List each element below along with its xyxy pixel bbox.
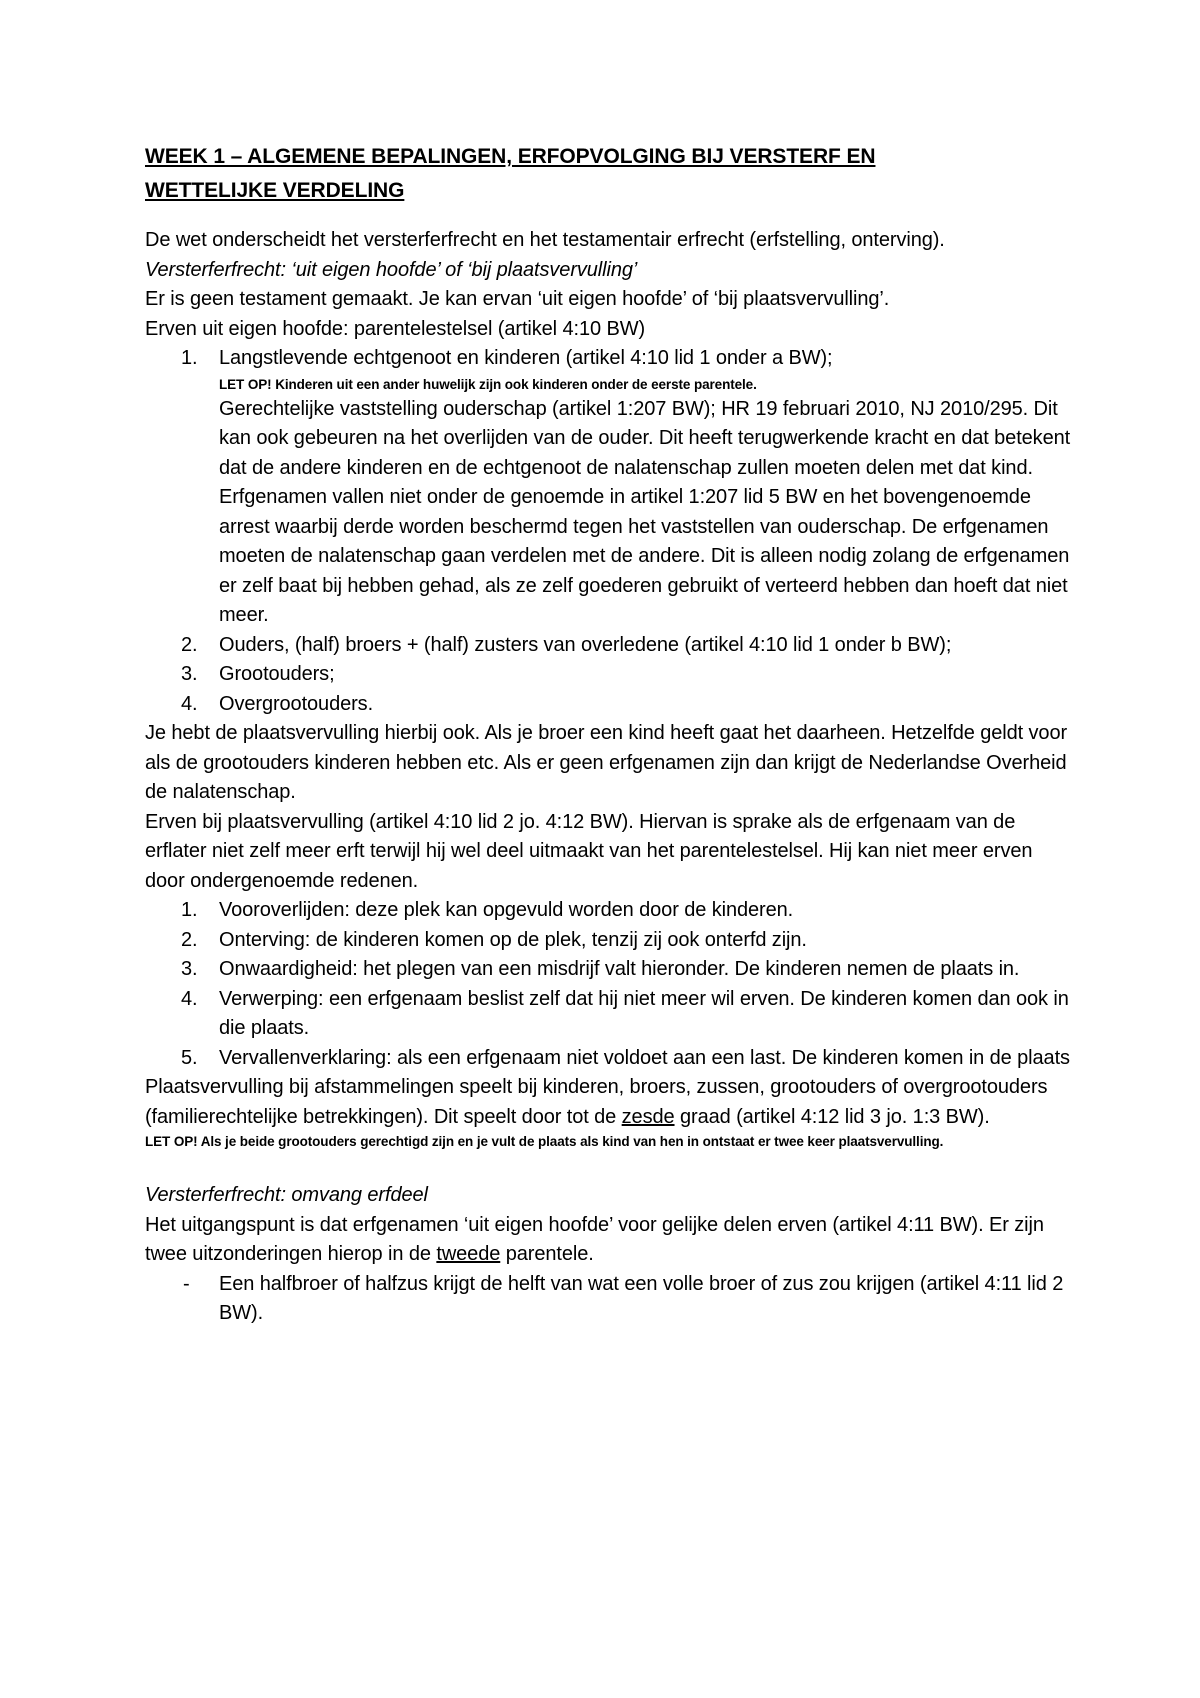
list-item [145,631,1075,661]
underlined-word-tweede: tweede [436,1243,501,1265]
title-line-1: WEEK 1 – ALGEMENE BEPALINGEN, ERFOPVOLGING BIJ VERSTERF EN [145,145,876,168]
section-1-paragraph-3: Je hebt de plaatsvervulling hierbij ook. Als je broer een kind heeft gaat het daarheen. Hetzelfde geldt voor als de grootouders kinderen hebben etc. Als er geen erfgenamen zijn dan krijgt de Nederlandse Overheid de nalatenschap. [145,722,1068,803]
list-item-text: Onwaardigheid: het plegen van een misdrijf valt hieronder. De kinderen nemen de plaats in. [219,958,1020,980]
document-title [145,140,1075,208]
section-spacer [145,1151,1075,1181]
paragraph-5-text-end: graad (artikel 4:12 lid 3 jo. 1:3 BW). [674,1105,990,1128]
section-2-heading: Versterferfrecht: omvang erfdeel [145,1184,428,1206]
section-1-paragraph-1: Er is geen testament gemaakt. Je kan ervan ‘uit eigen hoofde’ of ‘bij plaatsvervulling’. [145,288,890,310]
list-item [145,985,1075,1044]
section-1-heading: Versterferfrecht: ‘uit eigen hoofde’ of ‘bij plaatsvervulling’ [145,258,638,281]
list-item [145,660,1075,690]
list-number: 2. [181,633,198,656]
list-item-text: Vooroverlijden: deze plek kan opgevuld worden door de kinderen. [219,899,794,921]
list-item [145,1270,1075,1329]
document-body [145,140,1075,1329]
title-line-2: WETTELIJKE VERDELING [145,179,405,202]
parentele-list [145,344,1075,719]
list-item-extra: Gerechtelijke vaststelling ouderschap (artikel 1:207 BW); HR 19 februari 2010, NJ 2010/295. Dit kan ook gebeuren na het overlijden van de ouder. Dit heeft terugwerkende kracht en dat betekent dat de andere kinderen en de echtgenoot de nalatenschap zullen moeten delen met dat kind. Erfgenamen vallen niet onder de genoemde in artikel 1:207 lid 5 BW en het bovengenoemde arrest waarbij derde worden beschermd tegen het vaststellen van ouderschap. De erfgenamen moeten de nalatenschap gaan verdelen met de andere. Dit is alleen nodig zolang de erfgenamen er zelf baat bij hebben gehad, als ze zelf goederen gebruikt of verteerd hebben dan hoeft dat niet meer. [219,397,1071,626]
list-number: 4. [181,987,198,1010]
list-number: 2. [181,928,198,951]
list-number: 4. [181,692,198,715]
list-item-text: Onterving: de kinderen komen op de plek, tenzij zij ook onterfd zijn. [219,928,807,951]
list-number: 1. [181,347,198,369]
underlined-word-zesde: zesde [621,1105,675,1128]
list-number: 5. [181,1046,198,1069]
intro-paragraph: De wet onderscheidt het versterferfrecht en het testamentair erfrecht (erfstelling, onterving). [145,229,945,251]
list-item-text: Ouders, (half) broers + (half) zusters van overledene (artikel 4:10 lid 1 onder b BW); [219,633,952,656]
list-item-text: Verwerping: een erfgenaam beslist zelf dat hij niet meer wil erven. De kinderen komen dan ook in die plaats. [219,987,1069,1039]
list-number: 3. [181,958,198,980]
section-2-text-start: Het uitgangspunt is dat erfgenamen ‘uit eigen hoofde’ voor gelijke delen erven (artikel 4:11 BW). Er zijn twee uitzonderingen hierop in de [145,1213,1044,1265]
list-number: 1. [181,899,198,921]
list-item [145,1044,1075,1074]
list-item [145,926,1075,956]
paragraph-5-text-start: Plaatsvervulling bij afstammelingen speelt bij kinderen, broers, zussen, grootouders of overgrootouders (familierechtelijke betrekkingen). Dit speelt door tot de [145,1076,1048,1128]
list-item-text: Langstlevende echtgenoot en kinderen (artikel 4:10 lid 1 onder a BW); [219,347,833,369]
list-item [145,955,1075,985]
list-item-text: Een halfbroer of halfzus krijgt de helft van wat een volle broer of zus zou krijgen (artikel 4:11 lid 2 BW). [219,1272,1064,1324]
list-item [145,896,1075,926]
let-op-note: LET OP! Kinderen uit een ander huwelijk zijn ook kinderen onder de eerste parentele. [219,376,757,392]
dash-bullet: - [183,1272,190,1295]
list-item [145,690,1075,720]
list-item-text: Overgrootouders. [219,692,374,715]
exceptions-list [145,1270,1075,1329]
section-1-paragraph-4: Erven bij plaatsvervulling (artikel 4:10 lid 2 jo. 4:12 BW). Hiervan is sprake als de erfgenaam van de erflater niet zelf meer erft terwijl hij wel deel uitmaakt van het parentelestelsel. Hij kan niet meer erven door ondergenoemde redenen. [145,810,1033,892]
section-1-paragraph-2: Erven uit eigen hoofde: parentelestelsel (artikel 4:10 BW) [145,317,646,340]
section-2-text-end: parentele. [500,1243,594,1265]
list-item [145,344,1075,631]
list-number: 3. [181,663,198,685]
list-item-text: Vervallenverklaring: als een erfgenaam niet voldoet aan een last. De kinderen komen in de plaats [219,1046,1070,1069]
section-1-paragraph-5 [145,1073,1075,1132]
section-2-paragraph-1 [145,1211,1075,1270]
plaatsvervulling-reasons-list [145,896,1075,1073]
list-item-text: Grootouders; [219,663,335,685]
let-op-note-2: LET OP! Als je beide grootouders gerechtigd zijn en je vult de plaats als kind van hen in ontstaat er twee keer plaatsvervulling. [145,1134,944,1149]
